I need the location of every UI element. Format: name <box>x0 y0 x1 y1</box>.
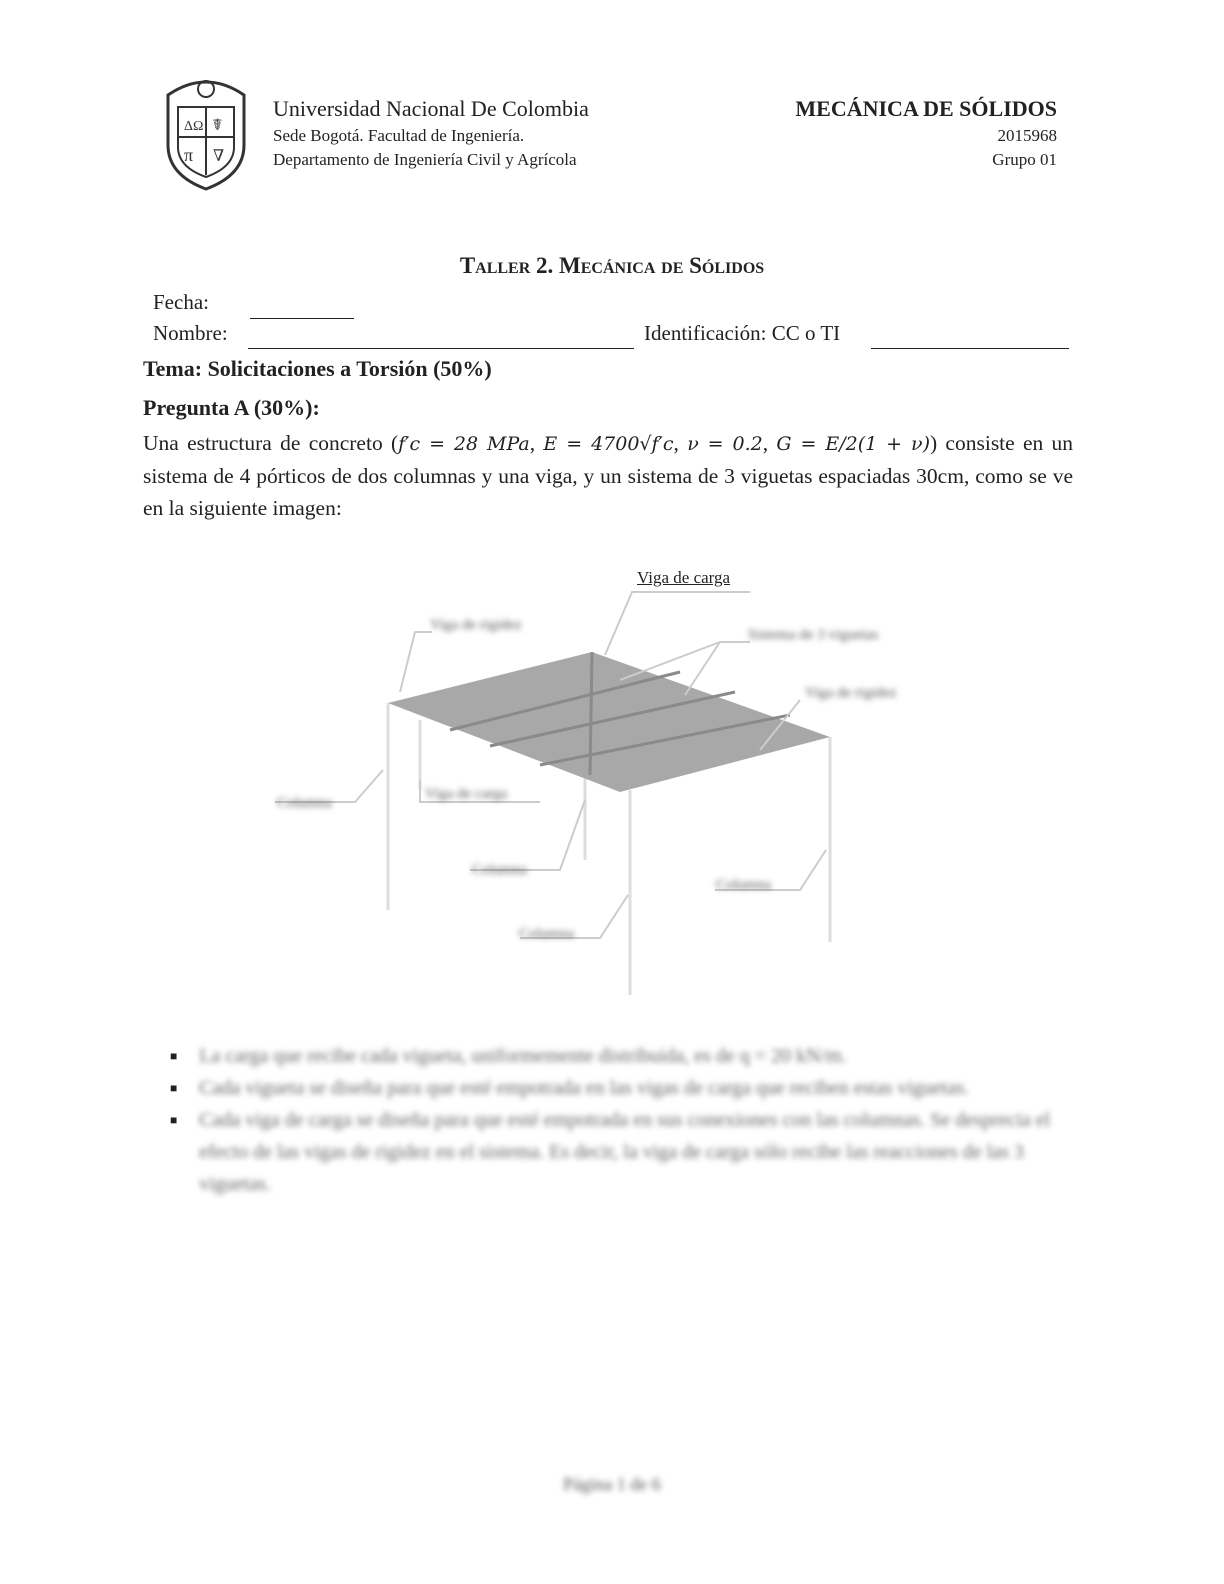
label-viga-carga: Viga de carga <box>425 786 508 802</box>
label-viga-rigidez: Viga de rigidez <box>805 685 897 701</box>
university-name: Universidad Nacional De Colombia <box>273 96 589 121</box>
svg-text:π: π <box>184 145 194 165</box>
list-item-text: La carga que recibe cada vigueta, uniformemente distribuida, es de q = 20 kN/m. <box>199 1045 847 1067</box>
label-viga-carga: Viga de carga <box>637 568 731 587</box>
name-label: Nombre: <box>153 321 228 345</box>
label-columna: Columna <box>277 795 332 811</box>
svg-text:∇: ∇ <box>213 148 225 165</box>
group: Grupo 01 <box>992 150 1057 169</box>
formula-g: G = E/2(1 + ν) <box>776 433 930 455</box>
list-item: ■ Cada viga de carga se diseña para que esté empotrada en sus conexiones con las columnas. Se desprecia el efecto de las vigas de rigidez en el sistema. Es decir, la viga de carga sólo recibe las reacciones de las 3 viguetas. <box>170 1104 1075 1200</box>
date-label: Fecha: <box>153 290 209 314</box>
campus: Sede Bogotá. Facultad de Ingeniería. <box>273 126 525 145</box>
course-name: MECÁNICA DE SÓLIDOS <box>795 96 1057 121</box>
label-sistema-viguetas: Sistema de 3 viguetas <box>748 627 879 643</box>
list-item: ■ La carga que recibe cada vigueta, uniformemente distribuida, es de q = 20 kN/m. <box>170 1040 1075 1072</box>
formula-nu: ν = 0.2 <box>687 433 763 455</box>
label-columna: Columna <box>472 862 527 878</box>
formula-e: E = 4700√f′c <box>543 433 674 455</box>
id-label: Identificación: CC o TI <box>644 321 841 345</box>
load-beam <box>590 652 592 775</box>
list-item: ■ Cada vigueta se diseña para que esté empotrada en las vigas de carga que reciben estas viguetas. <box>170 1072 1075 1104</box>
label-columna: Columna <box>519 926 574 942</box>
formula-fc: f′c = 28 MPa <box>398 433 530 455</box>
question-heading: Pregunta A (30%): <box>143 395 320 420</box>
text: ) consiste en un sistema de 4 pórticos de dos columnas y una viga, y un sistema de 3 viguetas espaciadas 30cm, como se ve en la siguiente imagen: <box>143 431 1074 520</box>
label-columna: Columna <box>716 877 771 893</box>
slab <box>388 652 830 792</box>
text: Una estructura de concreto ( <box>143 431 399 455</box>
page-title: Taller 2. Mecánica de Sólidos <box>459 253 765 278</box>
bullet-list <box>170 1040 1075 1200</box>
department: Departamento de Ingeniería Civil y Agrícola <box>273 150 577 169</box>
svg-text:ΔΩ: ΔΩ <box>184 119 204 134</box>
svg-text:☤: ☤ <box>212 117 223 134</box>
course-code: 2015968 <box>997 126 1057 145</box>
topic-heading: Tema: Solicitaciones a Torsión (50%) <box>143 356 492 381</box>
page-number: Página 1 de 6 <box>563 1474 661 1494</box>
label-viga-rigidez: Viga de rigidez <box>430 617 522 633</box>
question-paragraph: Una estructura de concreto (f′c = 28 MPa, E = 4700√f′c, ν = 0.2, G = E/2(1 + ν)) consiste en un sistema de 4 pórticos de dos columnas y una viga, y un sistema de 3 viguetas espaciadas 30cm, como se ve en la siguiente imagen: <box>143 431 1074 520</box>
list-item-text: Cada vigueta se diseña para que esté empotrada en las vigas de carga que reciben estas viguetas. <box>199 1077 970 1099</box>
list-item-text: Cada viga de carga se diseña para que esté empotrada en sus conexiones con las columnas. Se desprecia el efecto de las vigas de rigidez en el sistema. Es decir, la viga de carga sólo recibe las reacciones de las 3 viguetas. <box>199 1109 1051 1195</box>
